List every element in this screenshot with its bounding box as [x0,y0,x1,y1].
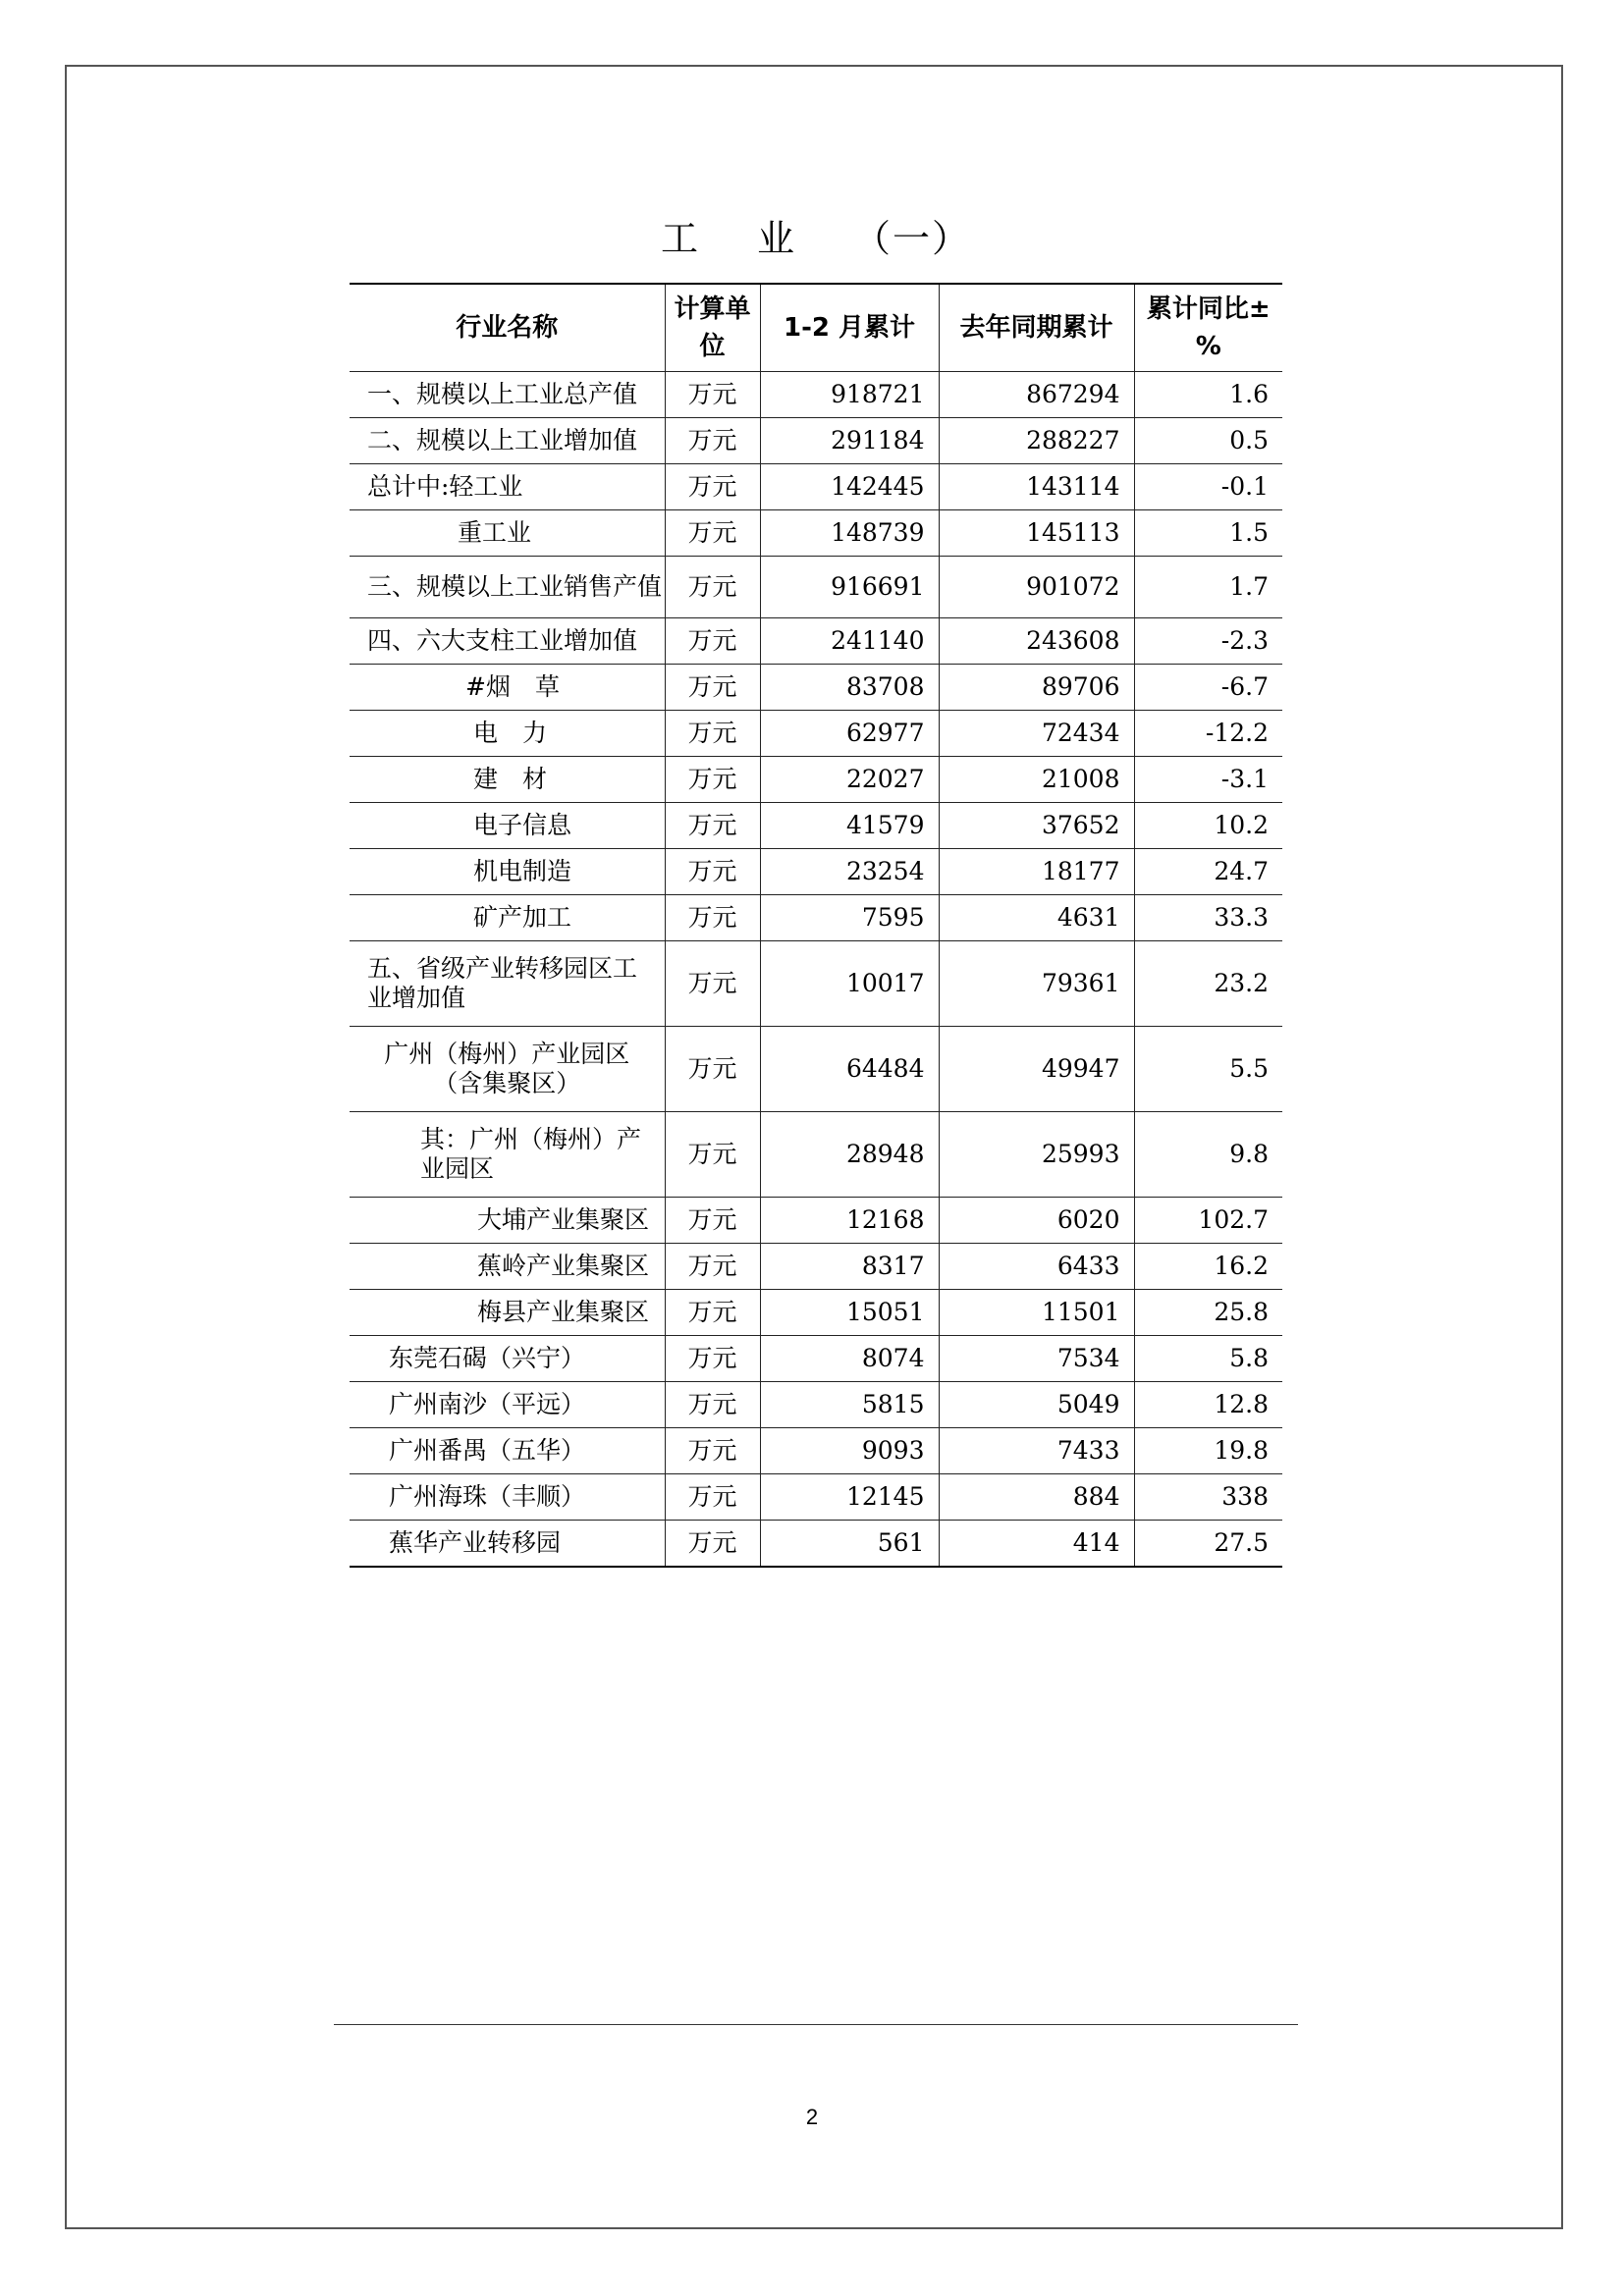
table-row [350,464,1282,510]
row-current: 291184 [760,418,939,464]
row-last-year: 37652 [939,803,1134,849]
table-row [350,803,1282,849]
row-current: 8317 [760,1244,939,1290]
table-row [350,1521,1282,1568]
table-row [350,557,1282,618]
row-change: 16.2 [1134,1244,1282,1290]
table-row [350,1198,1282,1244]
row-current: 9093 [760,1428,939,1474]
row-unit: 万元 [665,849,760,895]
row-current: 561 [760,1521,939,1568]
row-change: 5.5 [1134,1027,1282,1112]
row-last-year: 18177 [939,849,1134,895]
row-change: 1.6 [1134,372,1282,418]
row-last-year: 243608 [939,618,1134,665]
row-name: 大埔产业集聚区 [350,1198,665,1244]
header-name: 行业名称 [350,284,665,372]
row-current: 5815 [760,1382,939,1428]
table-row [350,1290,1282,1336]
table-row [350,372,1282,418]
row-name: 五、省级产业转移园区工业增加值 [350,941,665,1027]
row-change: -12.2 [1134,711,1282,757]
table-row [350,1382,1282,1428]
row-unit: 万元 [665,1428,760,1474]
row-name: 总计中:轻工业 [350,464,665,510]
table-row [350,418,1282,464]
row-unit: 万元 [665,665,760,711]
row-unit: 万元 [665,618,760,665]
row-unit: 万元 [665,1521,760,1568]
row-unit: 万元 [665,1474,760,1521]
row-name: 广州（梅州）产业园区（含集聚区） [350,1027,665,1112]
table-header-row [350,284,1282,372]
table-row [350,941,1282,1027]
row-last-year: 25993 [939,1112,1134,1198]
row-unit: 万元 [665,557,760,618]
row-last-year: 7433 [939,1428,1134,1474]
row-current: 22027 [760,757,939,803]
row-current: 12145 [760,1474,939,1521]
row-last-year: 414 [939,1521,1134,1568]
table-row [350,1027,1282,1112]
row-unit: 万元 [665,464,760,510]
row-change: 27.5 [1134,1521,1282,1568]
row-unit: 万元 [665,372,760,418]
page-number: 2 [805,2105,819,2129]
row-current: 83708 [760,665,939,711]
row-last-year: 901072 [939,557,1134,618]
table-row [350,711,1282,757]
row-unit: 万元 [665,1336,760,1382]
row-name: 机电制造 [350,849,665,895]
row-change: 19.8 [1134,1428,1282,1474]
row-name: 广州海珠（丰顺） [350,1474,665,1521]
row-change: 1.5 [1134,510,1282,557]
row-name: 重工业 [350,510,665,557]
row-last-year: 49947 [939,1027,1134,1112]
row-last-year: 884 [939,1474,1134,1521]
row-change: 12.8 [1134,1382,1282,1428]
table-row [350,618,1282,665]
row-last-year: 72434 [939,711,1134,757]
row-change: 10.2 [1134,803,1282,849]
row-name: 三、规模以上工业销售产值 [350,557,665,618]
row-unit: 万元 [665,941,760,1027]
row-unit: 万元 [665,1244,760,1290]
row-last-year: 89706 [939,665,1134,711]
row-unit: 万元 [665,757,760,803]
row-name: 建 材 [350,757,665,803]
row-change: 23.2 [1134,941,1282,1027]
row-last-year: 5049 [939,1382,1134,1428]
table-row [350,1244,1282,1290]
row-unit: 万元 [665,803,760,849]
row-unit: 万元 [665,1027,760,1112]
row-change: 33.3 [1134,895,1282,941]
row-last-year: 7534 [939,1336,1134,1382]
row-name: 其：广州（梅州）产业园区 [350,1112,665,1198]
title-main: 工业 [660,217,853,260]
row-change: -3.1 [1134,757,1282,803]
row-current: 64484 [760,1027,939,1112]
row-unit: 万元 [665,711,760,757]
row-last-year: 145113 [939,510,1134,557]
row-current: 10017 [760,941,939,1027]
table-row [350,665,1282,711]
industry-table [350,283,1282,1568]
row-name: 二、规模以上工业增加值 [350,418,665,464]
header-last-year: 去年同期累计 [939,284,1134,372]
page-title [350,208,1282,262]
row-current: 8074 [760,1336,939,1382]
table-row [350,757,1282,803]
footer-divider [334,2024,1298,2025]
row-name: 蕉岭产业集聚区 [350,1244,665,1290]
row-unit: 万元 [665,1198,760,1244]
row-change: 0.5 [1134,418,1282,464]
row-last-year: 6020 [939,1198,1134,1244]
row-name: 电 力 [350,711,665,757]
row-last-year: 4631 [939,895,1134,941]
table-row [350,1474,1282,1521]
row-name: #烟 草 [350,665,665,711]
row-current: 62977 [760,711,939,757]
row-last-year: 867294 [939,372,1134,418]
row-change: 5.8 [1134,1336,1282,1382]
row-current: 12168 [760,1198,939,1244]
row-current: 241140 [760,618,939,665]
row-current: 148739 [760,510,939,557]
row-unit: 万元 [665,510,760,557]
row-current: 41579 [760,803,939,849]
row-last-year: 21008 [939,757,1134,803]
row-name: 四、六大支柱工业增加值 [350,618,665,665]
row-change: 102.7 [1134,1198,1282,1244]
table-row [350,895,1282,941]
row-last-year: 11501 [939,1290,1134,1336]
row-last-year: 288227 [939,418,1134,464]
row-change: -6.7 [1134,665,1282,711]
row-unit: 万元 [665,418,760,464]
row-unit: 万元 [665,1112,760,1198]
row-unit: 万元 [665,1382,760,1428]
row-name: 广州番禺（五华） [350,1428,665,1474]
row-name: 蕉华产业转移园 [350,1521,665,1568]
row-change: -0.1 [1134,464,1282,510]
row-change: 24.7 [1134,849,1282,895]
row-last-year: 6433 [939,1244,1134,1290]
row-unit: 万元 [665,1290,760,1336]
row-current: 918721 [760,372,939,418]
row-name: 广州南沙（平远） [350,1382,665,1428]
row-current: 142445 [760,464,939,510]
row-name: 电子信息 [350,803,665,849]
row-name: 梅县产业集聚区 [350,1290,665,1336]
header-unit: 计算单位 [665,284,760,372]
row-name: 矿产加工 [350,895,665,941]
row-change: 338 [1134,1474,1282,1521]
table-row [350,849,1282,895]
table-row [350,1336,1282,1382]
title-suffix: （一） [853,217,972,260]
row-change: 1.7 [1134,557,1282,618]
table-row [350,1428,1282,1474]
row-current: 28948 [760,1112,939,1198]
row-current: 7595 [760,895,939,941]
table-row [350,1112,1282,1198]
header-current: 1-2 月累计 [760,284,939,372]
row-current: 23254 [760,849,939,895]
row-current: 15051 [760,1290,939,1336]
row-last-year: 79361 [939,941,1134,1027]
row-change: 9.8 [1134,1112,1282,1198]
row-current: 916691 [760,557,939,618]
table-row [350,510,1282,557]
row-unit: 万元 [665,895,760,941]
row-name: 一、规模以上工业总产值 [350,372,665,418]
row-name: 东莞石碣（兴宁） [350,1336,665,1382]
row-last-year: 143114 [939,464,1134,510]
row-change: 25.8 [1134,1290,1282,1336]
row-change: -2.3 [1134,618,1282,665]
header-change: 累计同比±% [1134,284,1282,372]
